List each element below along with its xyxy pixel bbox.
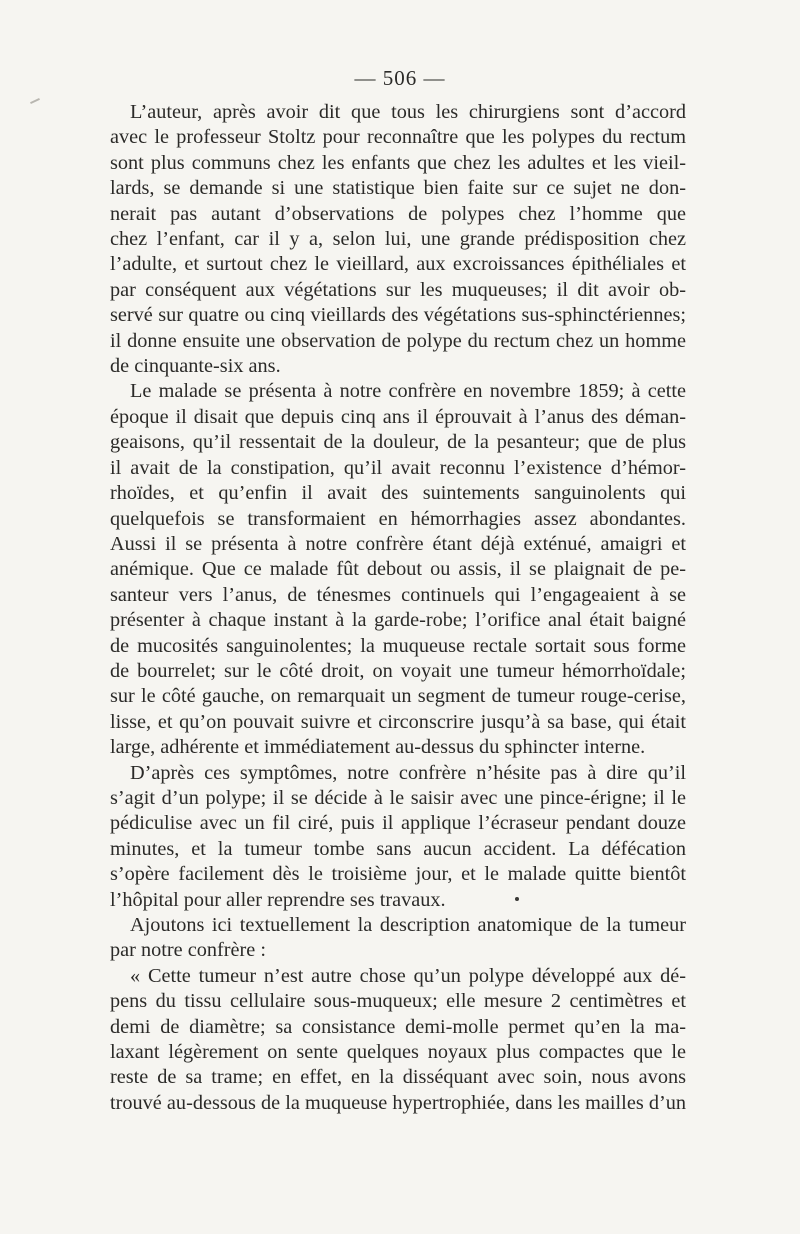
text-line: il avait de la constipation, qu’il avait reconnu l’existence d’hémor-: [110, 456, 686, 479]
text-line: par notre confrère :: [110, 939, 266, 962]
ink-dot: [515, 897, 519, 901]
text-line: reste de sa trame; en effet, en la disséquant avec soin, nous avons: [110, 1066, 686, 1089]
paragraph-4: [110, 913, 686, 964]
text-line: de cinquante-six ans.: [110, 355, 281, 378]
page-number: — 506 —: [354, 66, 446, 90]
text-line: sur le côté gauche, on remarquait un segment de tumeur rouge-cerise,: [110, 685, 686, 708]
text-line: lisse, et qu’on pouvait suivre et circonscrire jusqu’à sa base, qui était: [110, 710, 686, 733]
text-line: servé sur quatre ou cinq vieillards des végétations sus-sphinctériennes;: [110, 304, 686, 327]
paragraph-1: [110, 100, 686, 379]
text-line: l’adulte, et surtout chez le vieillard, aux excroissances épithéliales et: [110, 253, 686, 276]
text-line: minutes, et la tumeur tombe sans aucun accident. La défécation: [110, 837, 686, 860]
text-line: Le malade se présenta à notre confrère en novembre 1859; à cette: [130, 380, 686, 403]
text-line: sont plus communs chez les enfants que chez les adultes et les vieil-: [110, 151, 686, 174]
text-line: quelquefois se transformaient en hémorrhagies assez abondantes.: [110, 507, 686, 530]
text-line: D’après ces symptômes, notre confrère n’hésite pas à dire qu’il: [130, 761, 686, 784]
text-line: Aussi il se présenta à notre confrère étant déjà exténué, amaigri et: [110, 532, 686, 555]
text-line: l’hôpital pour aller reprendre ses travaux.: [110, 888, 446, 911]
text-line: il donne ensuite une observation de polype du rectum chez un homme: [110, 329, 686, 352]
text-line: trouvé au-dessous de la muqueuse hypertrophiée, dans les mailles d’un: [110, 1091, 686, 1114]
text-line: de bourrelet; sur le côté droit, on voyait une tumeur hémorrhoïdale;: [110, 659, 686, 682]
text-line: « Cette tumeur n’est autre chose qu’un polype développé aux dé-: [130, 964, 686, 987]
text-line: avec le professeur Stoltz pour reconnaître que les polypes du rectum: [110, 126, 686, 149]
text-line: L’auteur, après avoir dit que tous les chirurgiens sont d’accord: [130, 101, 686, 123]
text-line: large, adhérente et immédiatement au-dessus du sphincter interne.: [110, 736, 646, 759]
text-line: laxant légèrement on sente quelques noyaux plus compactes que le: [110, 1041, 686, 1064]
text-line: pens du tissu cellulaire sous-muqueux; elle mesure 2 centimètres et: [110, 990, 686, 1013]
text-line: pédiculise avec un fil ciré, puis il applique l’écraseur pendant douze: [110, 812, 686, 835]
text-line: nerait pas autant d’observations de polypes chez l’homme que: [110, 202, 686, 225]
text-line: par conséquent aux végétations sur les muqueuses; il dit avoir ob-: [110, 278, 686, 301]
text-line: santeur vers l’anus, de ténesmes continuels qui l’engageaient à se: [110, 583, 686, 606]
text-line: rhoïdes, et qu’enfin il avait des suintements sanguinolents qui: [110, 482, 686, 505]
margin-mark: [30, 98, 40, 104]
body-text: [110, 100, 686, 1116]
text-line: s’agit d’un polype; il se décide à le saisir avec une pince-érigne; il le: [110, 786, 686, 809]
paragraph-3: [110, 761, 686, 913]
text-line: s’opère facilement dès le troisième jour, et le malade quitte bientôt: [110, 863, 686, 886]
text-line: chez l’enfant, car il y a, selon lui, une grande prédisposition chez: [110, 228, 686, 251]
text-line: époque il disait que depuis cinq ans il éprouvait à l’anus des déman-: [110, 405, 686, 428]
text-line: lards, se demande si une statistique bien faite sur ce sujet ne don-: [110, 177, 686, 200]
text-line: présenter à chaque instant à la garde-robe; l’orifice anal était baigné: [110, 609, 686, 632]
text-line: Ajoutons ici textuellement la description anatomique de la tumeur: [130, 914, 686, 936]
text-line: de mucosités sanguinolentes; la muqueuse rectale sortait sous forme: [110, 634, 686, 657]
text-line: geaisons, qu’il ressentait de la douleur, de la pesanteur; que de plus: [110, 431, 686, 454]
text-line: anémique. Que ce malade fût debout ou assis, il se plaignait de pe-: [110, 558, 686, 581]
text-line: demi de diamètre; sa consistance demi-molle permet qu’en la ma-: [110, 1015, 686, 1038]
paragraph-2: [110, 379, 686, 760]
paragraph-5-quotation: [110, 964, 686, 1116]
